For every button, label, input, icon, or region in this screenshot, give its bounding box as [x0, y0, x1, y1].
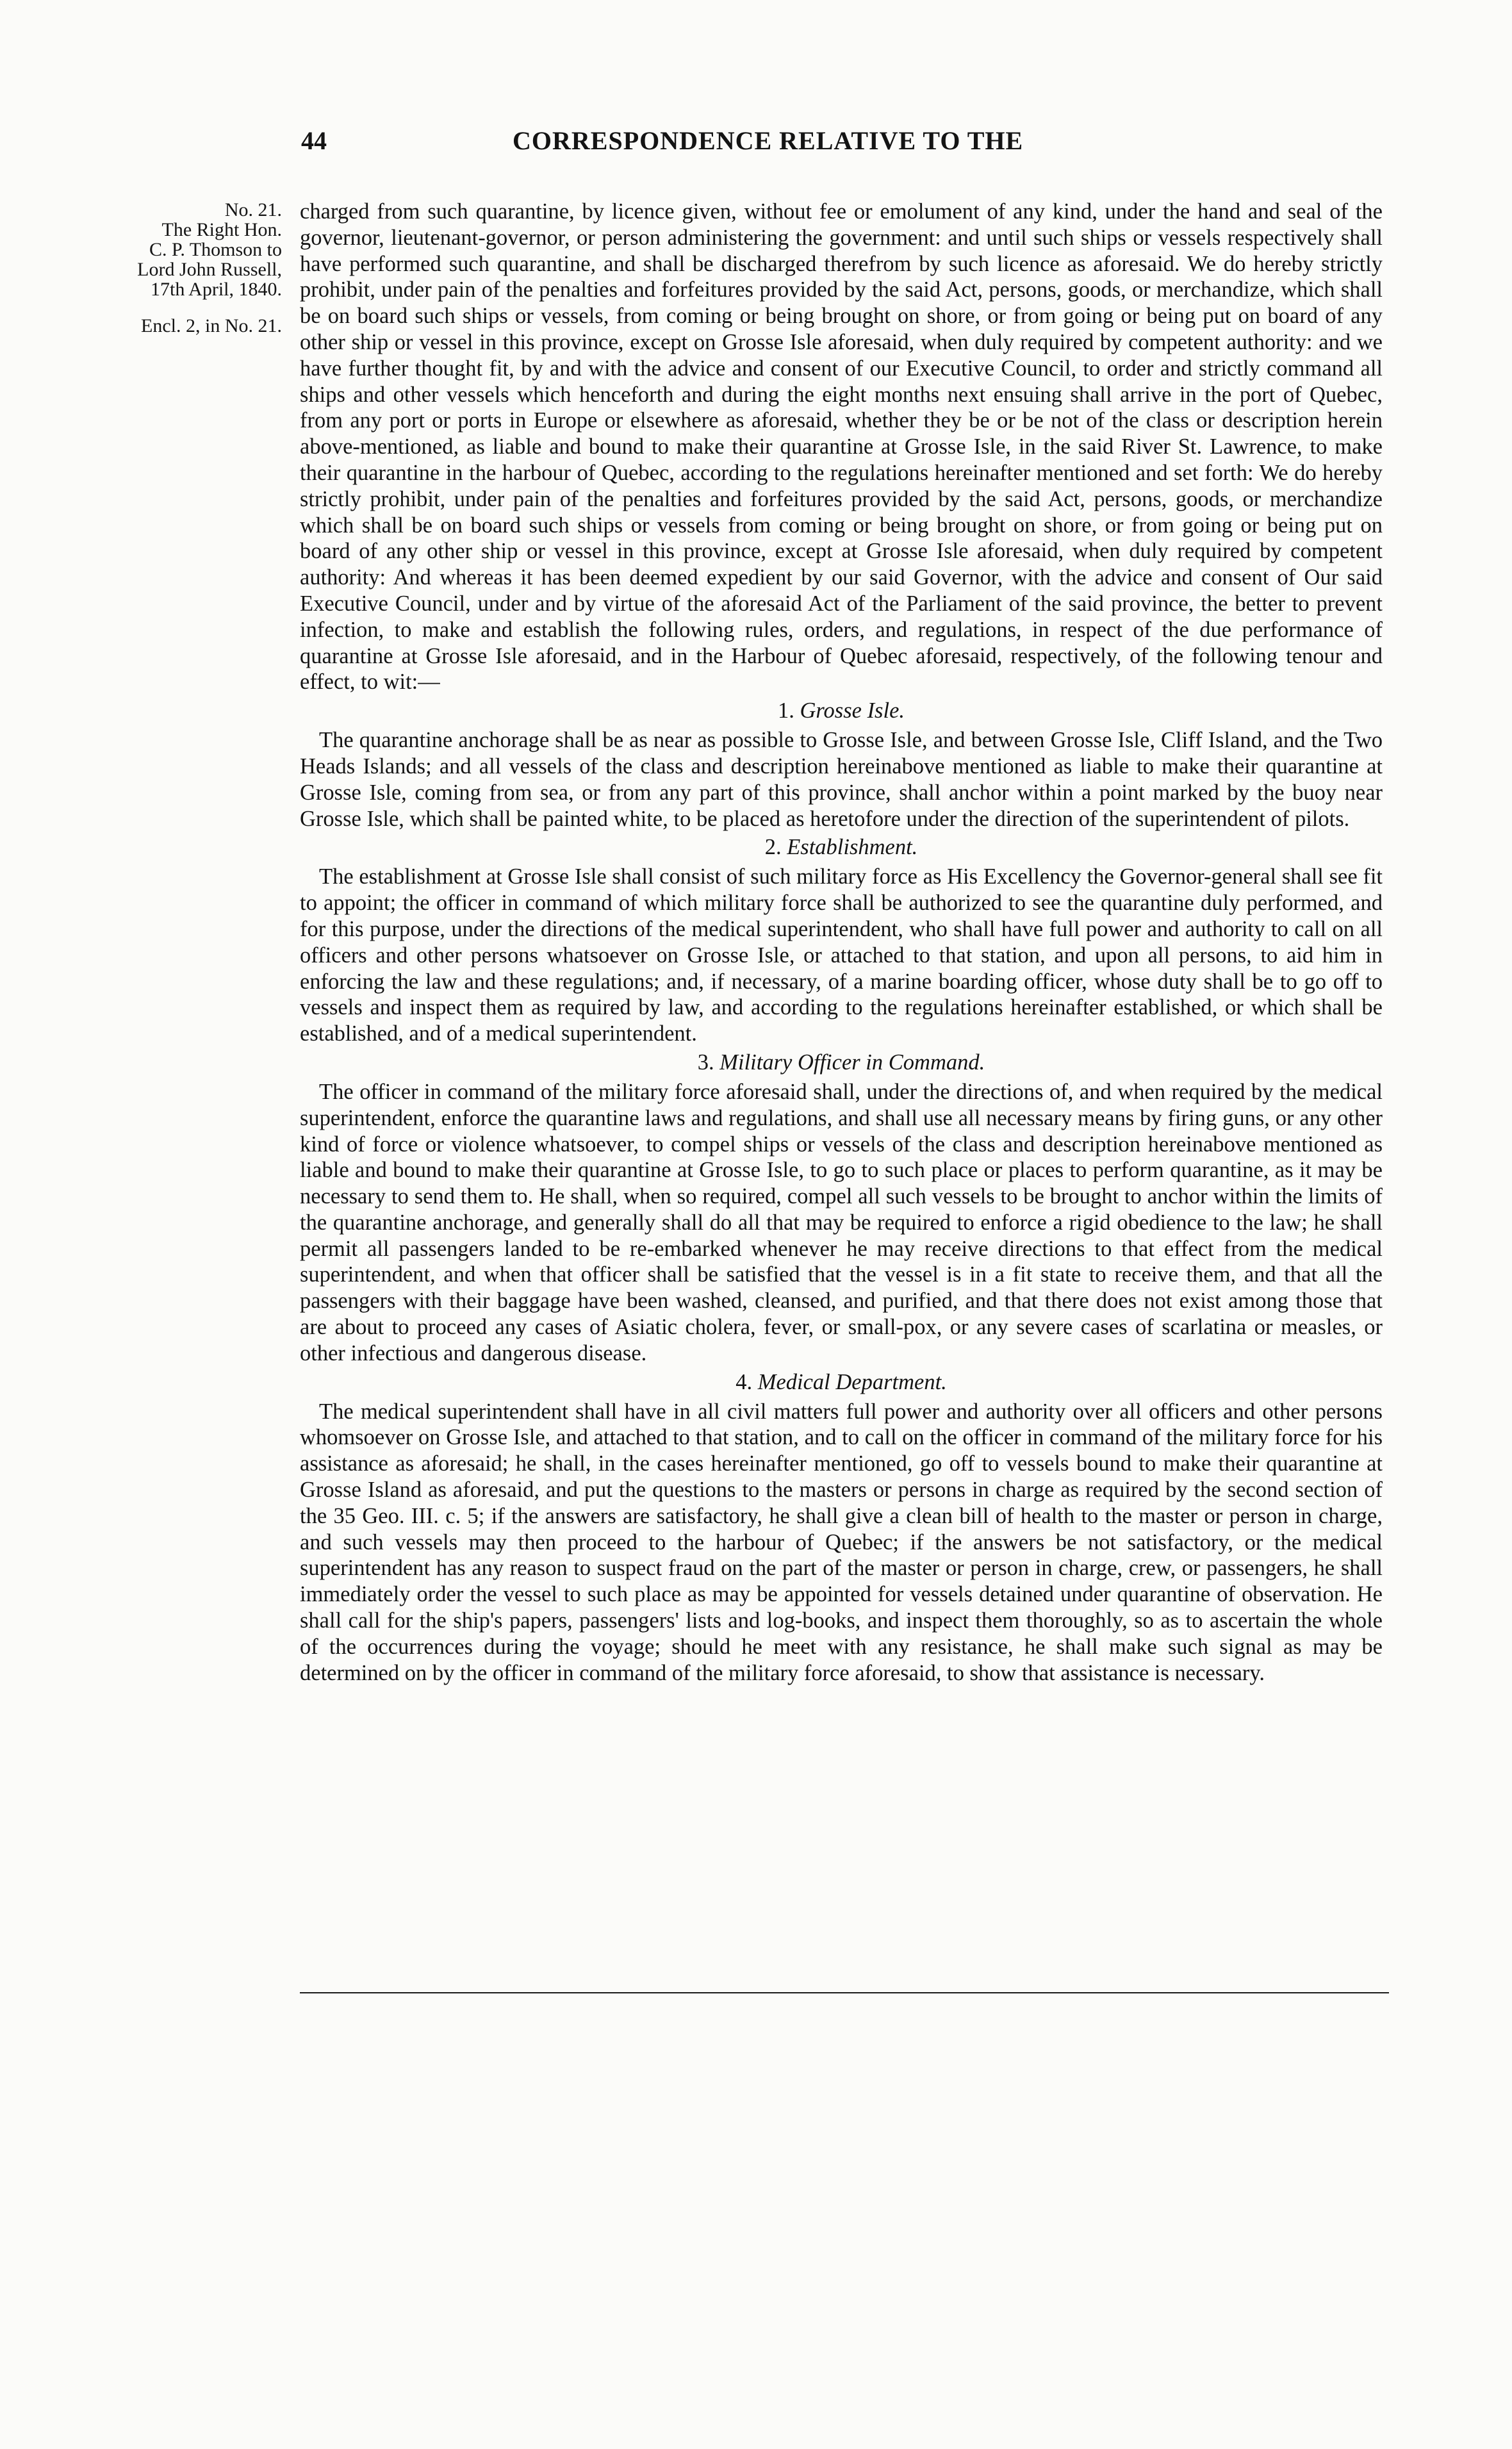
enclosure-note: Encl. 2, in No. 21. [141, 315, 282, 336]
section-heading-grosse-isle [300, 698, 1383, 723]
section-heading-military-officer [300, 1050, 1383, 1075]
section-paragraph: The officer in command of the military force aforesaid shall, under the directions of, and when required by the medical superintendent, enforce the quarantine laws and regulations, and shall use all necessary means by firing guns, or any other kind of force or violence whatsoever, to compel ships or vessels of the class and description hereinabove mentioned as liable and bound to make their quarantine at Grosse Isle, to go to such place or places to perform quarantine, as it may be necessary to send them to. He shall, when so required, compel all such vessels to be brought to anchor within the limits of the quarantine anchorage, and generally shall do all that may be required to enforce a rigid obedience to the law; he shall permit all passengers landed to be re-embarked whenever he may receive directions to that effect from the medical superintendent, and when that officer shall be satisfied that the vessel is in a fit state to receive them, and that all the passengers with their baggage have been washed, cleansed, and purified, and that there does not exist among those that are about to proceed any cases of Asiatic cholera, fever, or small-pox, or any severe cases of scarlatina or measles, or other infectious and dangerous disease. [300, 1079, 1383, 1365]
body-text [300, 199, 1383, 1686]
section-number: 2. [764, 835, 782, 860]
margin-note-line: The Right Hon. [161, 219, 282, 240]
section-heading-medical-department [300, 1369, 1383, 1395]
section-title: Medical Department. [757, 1369, 947, 1394]
intro-paragraph: charged from such quarantine, by licence given, without fee or emolument of any kind, under the hand and seal of the governor, lieutenant-governor, or person administering the government: and until such ships or vessels respectively shall have performed such quarantine, and shall be discharged therefrom by such licence as aforesaid. We do hereby strictly prohibit, under pain of the penalties and forfeitures provided by the said Act, persons, goods, or merchandize, which shall be on board such ships or vessels, from coming or being brought on shore, or from going or being put on board of any other ship or vessel in this province, except on Grosse Isle aforesaid, when duly required by competent authority: and we have further thought fit, by and with the advice and consent of our Executive Council, to order and strictly command all ships and other vessels which henceforth and during the eight months next ensuing shall arrive in the port of Quebec, from any port or ports in Europe or elsewhere as aforesaid, whether they be or be not of the class or description herein above-mentioned, as liable and bound to make their quarantine at Grosse Isle, in the said River St. Lawrence, to make their quarantine in the harbour of Quebec, according to the regulations hereinafter mentioned and set forth: We do hereby strictly prohibit, under pain of the penalties and forfeitures provided by the said Act, persons, goods, or merchandize which shall be on board such ships or vessels from coming or being brought on shore, or from going or being put on board of any other ship or vessel in this province, except at Grosse Isle aforesaid, when duly required by competent authority: And whereas it has been deemed expedient by our said Governor, with the advice and consent of Our said Executive Council, under and by virtue of the aforesaid Act of the Parliament of the said province, the better to prevent infection, to make and establish the following rules, orders, and regulations, in respect of the due performance of quarantine at Grosse Isle aforesaid, and in the Harbour of Quebec aforesaid, respectively, of the following tenour and effect, to wit:— [300, 199, 1383, 695]
section-heading-establishment [300, 834, 1383, 860]
section-title: Military Officer in Command. [719, 1050, 985, 1075]
page-number: 44 [301, 126, 327, 155]
section-paragraph: The establishment at Grosse Isle shall consist of such military force as His Excellency the Governor-general shall see fit to appoint; the officer in command of which military force shall be authorized to see the quarantine duly performed, and for this purpose, under the directions of the medical superintendent, who shall have full power and authority to call on all officers and other persons whatsoever on Grosse Isle, or attached to that station, and upon all persons, to aid him in enforcing the law and these regulations; and, if necessary, of a marine boarding officer, whose duty shall be to go off to vessels and inspect them as required by law, and according to the regulations hereinafter established, or which shall be established, and of a medical superintendent. [300, 864, 1383, 1046]
page-header [301, 126, 1237, 164]
margin-note-line: C. P. Thomson to [149, 239, 282, 260]
section-paragraph: The medical superintendent shall have in all civil matters full power and authority over all officers and other persons whomsoever on Grosse Isle, and attached to that station, and to call on the officer in command of the military force for his assistance as aforesaid; he shall, in the cases hereinafter mentioned, go off to vessels bound to make their quarantine at Grosse Island as aforesaid, and put the questions to the masters or persons in charge as required by the second section of the 35 Geo. III. c. 5; if the answers are satisfactory, he shall give a clean bill of health to the master or person in charge, and such vessels may then proceed to the harbour of Quebec; if the answers be not satisfactory, or the medical superintendent has any reason to suspect fraud on the part of the master or person in charge, crew, or passengers, he shall immediately order the vessel to such place as may be appointed for vessels detained under quarantine of observation. He shall call for the ship's papers, passengers' lists and log-books, and inspect them thoroughly, so as to ascertain the whole of the occurrences during the voyage; should he meet with any resistance, he shall make such signal as may be determined on by the officer in command of the military force aforesaid, to show that assistance is necessary. [300, 1399, 1383, 1685]
margin-note-line: 17th April, 1840. [150, 279, 282, 300]
running-title: CORRESPONDENCE RELATIVE TO THE [513, 126, 1024, 155]
margin-note-line: Lord John Russell, [137, 259, 282, 280]
section-number: 1. [777, 698, 794, 723]
margin-note [61, 200, 282, 336]
section-title: Establishment. [787, 835, 918, 860]
section-title: Grosse Isle. [800, 698, 905, 723]
margin-note-line: No. 21. [224, 199, 282, 220]
horizontal-rule [300, 1992, 1389, 1993]
section-number: 4. [735, 1369, 753, 1394]
section-paragraph: The quarantine anchorage shall be as near as possible to Grosse Isle, and between Grosse Isle, Cliff Island, and the Two Heads Islands; and all vessels of the class and description hereinabove mentioned as liable to make their quarantine at Grosse Isle, coming from sea, or from any part of this province, shall anchor within a point marked by the buoy near Grosse Isle, which shall be painted white, to be placed as heretofore under the direction of the superintendent of pilots. [300, 728, 1383, 831]
section-number: 3. [697, 1050, 714, 1075]
